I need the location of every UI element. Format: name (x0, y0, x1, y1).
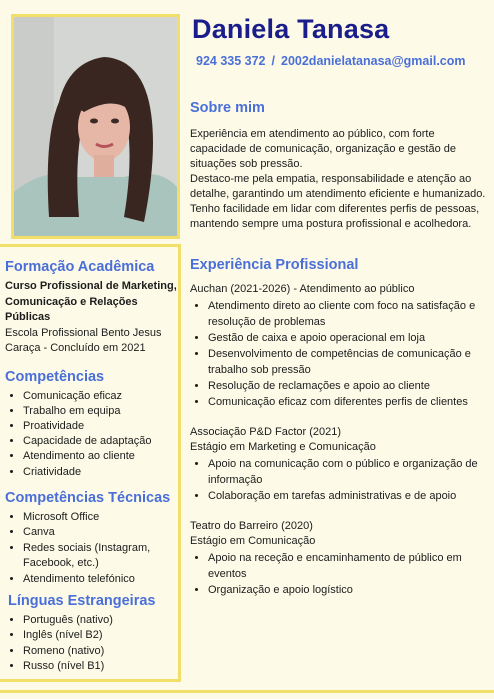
skill-item: • Trabalho em equipa (23, 404, 178, 419)
job-heading: Teatro do Barreiro (2020) (190, 519, 313, 532)
technical-skills-title: Competências Técnicas (5, 489, 171, 506)
technical-skill-item: • Canva (23, 525, 178, 540)
job-role: Estágio em Comunicação (190, 535, 316, 547)
skill-item: • Comunicação eficaz (23, 389, 178, 404)
left-sidebar (0, 244, 181, 682)
experience-section (190, 257, 490, 613)
experience-title: Experiência Profissional (190, 257, 359, 273)
contact-separator: / (271, 54, 275, 68)
job-entry (190, 519, 490, 598)
job-duty: • Organização e apoio logístico (208, 582, 490, 598)
skills-list (5, 389, 178, 480)
language-item: • Inglês (nível B2) (23, 628, 178, 643)
skill-item: • Capacidade de adaptação (23, 434, 178, 449)
job-duty: • Resolução de reclamações e apoio ao cliente (208, 378, 490, 394)
portrait-image (14, 17, 177, 236)
job-duty: • Apoio na receção e encaminhamento de público em eventos (208, 550, 490, 582)
education-degree: Curso Profissional de Marketing, Comunicação e Relações Públicas (5, 280, 177, 323)
education-school: Escola Profissional Bento Jesus Caraça - Concluído em 2021 (5, 326, 162, 354)
job-duty: • Colaboração em tarefas administrativas e de apoio (208, 488, 490, 504)
about-paragraph: Destaco-me pela empatia, responsabilidade e atenção ao detalhe, garantindo um atendimento eficiente e humanizado. Tenho facilidade em lidar com diferentes perfis de pessoas, mantendo sempre uma postura profissional e acolhedora. (190, 173, 486, 230)
about-paragraph: Experiência em atendimento ao público, com forte capacidade de comunicação, organização e gestão de situações sob pressão. (190, 128, 457, 170)
languages-title: Línguas Estrangeiras (8, 593, 156, 610)
bottom-divider (0, 690, 494, 693)
about-title: Sobre mim (190, 100, 265, 116)
job-duties (190, 298, 490, 410)
about-section (190, 100, 486, 232)
email-address[interactable]: 2002danielatanasa@gmail.com (281, 54, 466, 68)
job-duties (190, 550, 490, 598)
language-item: • Português (nativo) (23, 613, 178, 628)
technical-skill-item: • Atendimento telefónico (23, 572, 178, 587)
skill-item: • Proatividade (23, 419, 178, 434)
job-duty: • Comunicação eficaz com diferentes perfis de clientes (208, 394, 490, 410)
education-title: Formação Acadêmica (5, 259, 155, 275)
job-heading: Associação P&D Factor (2021) (190, 425, 342, 438)
job-duties (190, 456, 490, 504)
candidate-name: Daniela Tanasa (192, 14, 390, 44)
phone-number[interactable]: 924 335 372 (196, 54, 266, 68)
job-duty: • Apoio na comunicação com o público e organização de informação (208, 456, 490, 488)
languages-list (5, 613, 178, 674)
job-role: Estágio em Marketing e Comunicação (190, 441, 376, 453)
job-duty: • Gestão de caixa e apoio operacional em loja (208, 330, 490, 346)
skill-item: • Atendimento ao cliente (23, 449, 178, 464)
job-entry (190, 282, 490, 410)
skill-item: • Criatividade (23, 465, 178, 480)
technical-skill-item: • Redes sociais (Instagram, Facebook, etc.) (23, 541, 178, 571)
language-item: • Russo (nível B1) (23, 659, 178, 674)
job-heading: Auchan (2021-2026) - Atendimento ao público (190, 283, 415, 295)
technical-skills-list (5, 510, 178, 588)
language-item: • Romeno (nativo) (23, 644, 178, 659)
job-duty: • Atendimento direto ao cliente com foco na satisfação e resolução de problemas (208, 298, 490, 330)
technical-skill-item: • Microsoft Office (23, 510, 178, 525)
profile-photo (11, 14, 180, 239)
contact-line (196, 54, 466, 68)
skills-title: Competências (5, 368, 105, 385)
job-duty: • Desenvolvimento de competências de comunicação e trabalho sob pressão (208, 346, 490, 378)
job-entry (190, 425, 490, 504)
